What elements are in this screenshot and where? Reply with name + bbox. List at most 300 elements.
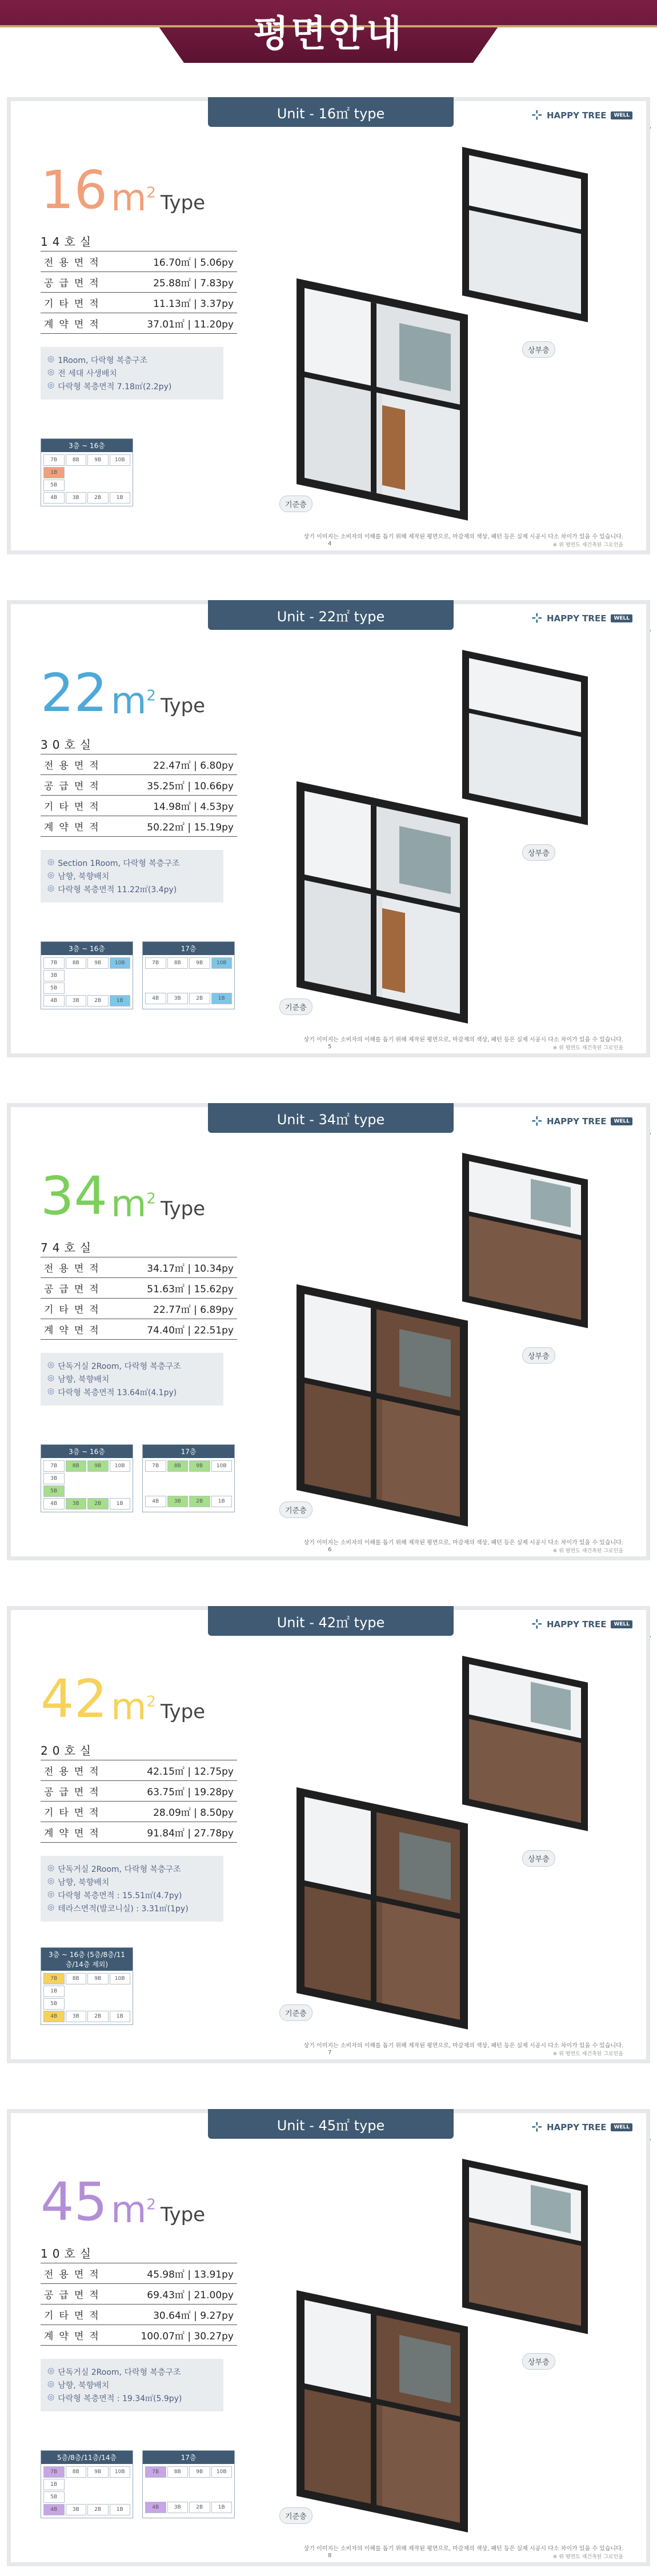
unit-position-cell: 9B [87,1973,109,1984]
type-heading [41,1668,206,1730]
area-label: 공급면적 [41,272,133,293]
bullet-icon: ◎ [47,354,55,364]
area-row [41,1760,237,1781]
upper-floor-label: 상부층 [522,2353,555,2370]
feature-note [47,1876,217,1888]
upper-floor-label: 상부층 [522,1347,555,1364]
unit-position-cell [145,1484,166,1495]
floor-location-maps [41,438,133,506]
floor-range-label: 3층 ~ 16층 [41,942,133,955]
area-label: 기타면적 [41,1299,133,1319]
feature-note-text: 다락형 복층면적 11.22㎡(3.4py) [58,885,177,894]
area-value: 50.22㎡ | 15.19py [133,816,237,837]
floor-plan [274,135,616,532]
floor-location-maps [41,941,235,1009]
unit-position-cell [87,2491,109,2502]
bullet-icon: ◎ [47,381,55,390]
bullet-icon: ◎ [47,1863,55,1872]
area-value: 45.98㎡ | 13.91py [133,2263,237,2284]
area-value: 14.98㎡ | 4.53py [133,796,237,816]
floor-location-maps [41,1947,133,2025]
unit-position-cell: 1B [43,467,65,478]
area-row [41,1802,237,1822]
unit-position-cell [110,1998,131,2008]
unit-type-tab: Unit - 22㎡ type [208,600,454,630]
floor-plan [274,1644,616,2041]
area-value: 42.15㎡ | 12.75py [133,1760,237,1781]
upper-floor-label: 상부층 [522,341,555,358]
unit-position-cell: 7B [145,957,166,969]
household-count: 10호실 [41,2247,96,2261]
area-row [41,2284,237,2305]
disclaimer: 상기 이미지는 소비자의 이해를 돕기 위해 제작된 평면으로, 마감재의 색상, 패턴 등은 실제 시공시 다소 차이가 있을 수 있습니다. [303,2546,623,2552]
area-value: 34.17㎡ | 10.34py [133,1257,237,1278]
feature-notes [41,347,223,400]
unit-position-cell: 2B [87,995,109,1007]
brand-logo [532,1617,633,1631]
type-unit-letter: m [111,1686,147,1728]
bullet-icon: ◎ [47,2379,55,2389]
area-label: 전용면적 [41,754,133,775]
feature-note-text: 남향, 북향배치 [58,1878,110,1887]
brand-badge: WELL [611,2123,632,2131]
unit-position-cell [211,981,233,992]
floor-range-label: 3층 ~ 16층 [41,1445,133,1458]
area-label: 기타면적 [41,796,133,816]
unit-position-cell [167,2490,189,2501]
unit-position-cell [110,1485,131,1496]
unit-position-cell: 8B [167,1460,189,1472]
area-value: 35.25㎡ | 10.66py [133,775,237,796]
unit-position-cell: 7B [43,454,65,466]
unit-position-cell [87,970,109,980]
area-label: 기타면적 [41,293,133,313]
unit-position-cell [110,1473,131,1483]
household-count: 74호실 [41,1241,96,1255]
feature-note-text: 단독거실 2Room, 다락형 복층구조 [58,1362,181,1371]
unit-position-cell [167,970,189,980]
disclaimer-sub: ※ 위 평면도 재건축된 그로인을 [552,2554,623,2560]
floor-location-map [142,941,235,1009]
unit-position-cell [189,1484,210,1495]
area-label: 공급면적 [41,1781,133,1802]
area-value: 22.47㎡ | 6.80py [133,754,237,775]
feature-note [47,2393,217,2404]
area-row [41,754,237,775]
disclaimer-sub: ※ 위 평면도 재건축된 그로인을 [552,1045,623,1051]
feature-note [47,381,217,392]
area-value: 30.64㎡ | 9.27py [133,2305,237,2325]
unit-position-cell: 1B [43,1986,65,1997]
bullet-icon: ◎ [47,884,55,893]
floor-location-map [41,2450,133,2518]
brand-logo [532,1114,633,1128]
type-word: Type [160,694,206,717]
tree-logo-icon: ⊹ [531,1114,542,1128]
upper-floor-label: 상부층 [522,844,555,861]
area-value: 16.70㎡ | 5.06py [133,251,237,272]
unit-position-cell: 3B [167,993,189,1004]
unit-position-cell: 7B [145,1460,166,1472]
unit-position-cell: 7B [43,2466,65,2478]
unit-section-42 [7,1606,650,2063]
area-label: 전용면적 [41,251,133,272]
unit-position-cell: 2B [87,492,109,504]
area-value: 74.40㎡ | 22.51py [133,1319,237,1340]
unit-position-cell: 8B [167,2466,189,2478]
area-table [41,1760,237,1843]
floor-range-label: 5층/8층/11층/14층 [41,2451,133,2464]
feature-note [47,857,217,869]
type-word: Type [160,1197,206,1220]
unit-position-cell: 1B [211,993,233,1004]
area-table [41,1257,237,1340]
area-label: 공급면적 [41,775,133,796]
brand-badge: WELL [611,614,632,622]
feature-note-text: 남향, 북향배치 [58,2381,110,2390]
unit-position-cell [145,981,166,992]
type-number: 22 [41,662,108,724]
unit-position-cell [145,2479,166,2489]
disclaimer-sub: ※ 위 평면도 재건축된 그로인을 [552,542,623,548]
unit-position-cell [189,2479,210,2489]
bullet-icon: ◎ [47,1876,55,1886]
feature-note-text: 다락형 복층면적 13.64㎡(4.1py) [58,1388,177,1397]
unit-position-cell: 10B [211,2466,233,2478]
unit-position-cell [145,2490,166,2501]
area-label: 계약면적 [41,1822,133,1843]
feature-note-text: Section 1Room, 다락형 복층구조 [58,859,180,868]
type-unit [111,1183,156,1225]
unit-position-cell [167,981,189,992]
area-row [41,251,237,272]
feature-notes [41,1856,223,1922]
floor-location-map [41,1444,133,1512]
unit-position-cell: 8B [167,957,189,969]
unit-type-tab: Unit - 16㎡ type [208,97,454,127]
type-unit [111,1686,156,1728]
unit-position-cell [167,1484,189,1495]
unit-position-cell: 10B [211,957,233,969]
bullet-icon: ◎ [47,368,55,377]
area-row [41,1299,237,1319]
unit-position-cell: 2B [87,2011,109,2022]
unit-position-cell: 4B [145,2502,166,2513]
area-label: 계약면적 [41,1319,133,1340]
feature-note-text: 1Room, 다락형 복층구조 [58,356,148,365]
unit-position-cell: 4B [145,1496,166,1507]
area-table [41,754,237,837]
area-row [41,1257,237,1278]
type-unit-letter: m [111,680,147,722]
area-row [41,313,237,334]
unit-position-cell: 9B [189,2466,210,2478]
unit-position-cell: 2B [189,993,210,1004]
brand-badge: WELL [611,1117,632,1125]
feature-note [47,1387,217,1398]
type-unit-letter: m [111,177,147,219]
type-word: Type [160,1700,206,1723]
unit-position-cell: 1B [211,2502,233,2513]
unit-position-cell: 2B [87,1498,109,1509]
area-label: 기타면적 [41,2305,133,2325]
feature-notes [41,2359,223,2411]
feature-note [47,2366,217,2378]
page-number: 8 [328,2553,332,2559]
unit-position-cell [167,1473,189,1483]
unit-position-cell [189,1473,210,1483]
area-value: 37.01㎡ | 11.20py [133,313,237,334]
feature-note [47,870,217,882]
page-number: 7 [328,2050,332,2056]
unit-position-cell: 4B [43,1498,65,1509]
area-table [41,2263,237,2346]
unit-type-tab: Unit - 42㎡ type [208,1606,454,1636]
type-heading [41,1165,206,1227]
unit-position-cell: 10B [110,1973,131,1984]
unit-position-cell: 2B [87,2504,109,2515]
area-value: 100.07㎡ | 30.27py [133,2325,237,2346]
unit-position-cell: 1B [110,995,131,1007]
type-unit-sup: 2 [146,2196,156,2214]
unit-position-cell: 9B [87,1460,109,1472]
page-title: 평면안내 [253,13,404,55]
upper-floor-label: 상부층 [522,1850,555,1867]
type-word: Type [160,2203,206,2226]
feature-note [47,1890,217,1901]
tree-logo-icon: ⊹ [531,2120,542,2134]
unit-position-cell [110,983,131,993]
area-row [41,1781,237,1802]
area-row [41,1822,237,1843]
type-number: 16 [41,159,108,221]
feature-note-text: 단독거실 2Room, 다락형 복층구조 [58,2368,181,2377]
unit-position-cell: 10B [110,454,131,466]
page-number: 4 [328,541,332,547]
area-row [41,816,237,837]
feature-note [47,368,217,379]
lower-floor-label: 기준층 [279,1501,313,1518]
floor-location-map [41,941,133,1009]
unit-position-cell: 9B [87,454,109,466]
floor-plan-illustration [274,2147,616,2542]
unit-position-cell: 3B [66,492,87,504]
unit-position-grid [41,2464,133,2518]
feature-note [47,884,217,895]
unit-position-cell [66,970,87,980]
unit-type-tab: Unit - 45㎡ type [208,2109,454,2139]
brand-name: HAPPY TREE [546,1116,607,1127]
area-table [41,251,237,334]
unit-position-cell: 10B [110,1460,131,1472]
area-value: 91.84㎡ | 27.78py [133,1822,237,1843]
lower-floor-label: 기준층 [279,999,313,1015]
area-value: 51.63㎡ | 15.62py [133,1278,237,1299]
type-unit-letter: m [111,2189,147,2231]
brand-logo [532,108,633,122]
area-row [41,775,237,796]
unit-position-cell: 1B [110,492,131,504]
unit-position-cell [66,983,87,993]
bullet-icon: ◎ [47,857,55,866]
unit-type-tab: Unit - 34㎡ type [208,1103,454,1133]
unit-position-grid [143,2464,234,2515]
floor-range-label: 3층 ~ 16층 (5층/8층/11층/14층 제외) [41,1948,133,1971]
floor-range-label: 17층 [143,2451,234,2464]
bullet-icon: ◎ [47,1387,55,1396]
type-heading [41,2171,206,2232]
feature-note [47,354,217,366]
unit-position-cell: 5B [43,1998,65,2010]
unit-section-45 [7,2109,650,2566]
area-row [41,1319,237,1340]
feature-note [47,2379,217,2391]
feature-notes [41,850,223,902]
unit-position-cell: 4B [43,2504,65,2515]
floor-plan-illustration [274,638,616,1033]
type-unit [111,2189,156,2231]
unit-position-cell [110,467,131,477]
page-number: 5 [328,1044,332,1050]
unit-position-cell [66,1998,87,2008]
unit-position-cell: 3B [43,970,65,981]
floor-plan-illustration [274,1141,616,1536]
unit-position-cell [87,1998,109,2008]
unit-position-cell [87,1485,109,1496]
floor-plan [274,2147,616,2544]
bullet-icon: ◎ [47,2393,55,2402]
unit-position-cell: 5B [43,1485,65,1497]
area-row [41,2305,237,2325]
area-row [41,2325,237,2346]
unit-position-cell [211,2490,233,2501]
unit-position-cell: 1B [211,1496,233,1507]
unit-position-cell: 3B [167,2502,189,2513]
lower-floor-label: 기준층 [279,496,313,512]
unit-position-cell [189,981,210,992]
type-unit-sup: 2 [146,687,156,705]
type-unit-sup: 2 [146,184,156,202]
unit-position-cell: 3B [167,1496,189,1507]
area-label: 전용면적 [41,1760,133,1781]
brand-badge: WELL [611,111,632,119]
feature-note-text: 다락형 복층면적 7.18㎡(2.2py) [58,382,172,392]
feature-note-text: 다락형 복층면적 : 19.34㎡(5.9py) [58,2394,182,2403]
type-heading [41,159,206,221]
unit-position-cell [66,1473,87,1483]
unit-position-cell [87,480,109,490]
floor-plan [274,638,616,1035]
household-count: 30호실 [41,738,96,752]
unit-section-34 [7,1103,650,1560]
area-row [41,796,237,816]
area-label: 기타면적 [41,1802,133,1822]
unit-position-grid [41,955,133,1009]
household-count: 14호실 [41,235,96,249]
unit-position-cell: 4B [43,492,65,504]
area-value: 22.77㎡ | 6.89py [133,1299,237,1319]
unit-section-22 [7,600,650,1057]
area-label: 공급면적 [41,1278,133,1299]
unit-position-cell [66,480,87,490]
type-number: 45 [41,2171,108,2232]
area-value: 63.75㎡ | 19.28py [133,1781,237,1802]
area-value: 69.43㎡ | 21.00py [133,2284,237,2305]
unit-position-cell [211,1484,233,1495]
floor-location-map [142,1444,235,1512]
floor-range-label: 3층 ~ 16층 [41,439,133,452]
unit-position-cell [87,983,109,993]
unit-position-cell: 8B [66,1460,87,1472]
feature-note-text: 남향, 북향배치 [58,872,110,881]
unit-position-cell: 2B [189,1496,210,1507]
unit-position-cell [110,970,131,980]
feature-note-text: 남향, 북향배치 [58,1375,110,1384]
unit-position-cell [66,1485,87,1496]
unit-position-cell: 1B [43,2479,65,2490]
feature-note-text: 테라스면적(발코니실) : 3.31㎡(1py) [58,1904,189,1914]
type-unit-sup: 2 [146,1693,156,1711]
type-number: 34 [41,1165,108,1227]
bullet-icon: ◎ [47,1373,55,1383]
unit-position-cell [211,1473,233,1483]
floor-range-label: 17층 [143,942,234,955]
unit-position-cell: 9B [87,957,109,969]
unit-position-cell: 3B [66,995,87,1007]
unit-position-grid [41,452,133,506]
unit-position-grid [41,1458,133,1512]
floor-plan-illustration [274,1644,616,2039]
area-row [41,1278,237,1299]
bullet-icon: ◎ [47,2366,55,2375]
floor-location-map [41,1947,133,2025]
unit-position-cell [66,2479,87,2489]
unit-position-cell: 9B [189,1460,210,1472]
unit-position-cell: 8B [66,1973,87,1984]
unit-position-cell: 1B [110,2504,131,2515]
unit-position-cell: 4B [43,995,65,1007]
unit-position-cell: 5B [43,2491,65,2503]
bullet-icon: ◎ [47,1890,55,1899]
feature-note-text: 전 세대 사생배치 [58,369,117,378]
area-row [41,272,237,293]
feature-note-text: 다락형 복층면적 : 15.51㎡(4.7py) [58,1891,182,1900]
disclaimer: 상기 이미지는 소비자의 이해를 돕기 위해 제작된 평면으로, 마감재의 색상, 패턴 등은 실제 시공시 다소 차이가 있을 수 있습니다. [303,534,623,540]
type-unit [111,177,156,219]
unit-position-cell [211,970,233,980]
area-value: 28.09㎡ | 8.50py [133,1802,237,1822]
unit-position-cell: 5B [43,480,65,491]
disclaimer: 상기 이미지는 소비자의 이해를 돕기 위해 제작된 평면으로, 마감재의 색상, 패턴 등은 실제 시공시 다소 차이가 있을 수 있습니다. [303,1037,623,1043]
tree-logo-icon: ⊹ [531,108,542,122]
page-header [0,0,657,63]
area-value: 25.88㎡ | 7.83py [133,272,237,293]
area-label: 공급면적 [41,2284,133,2305]
brand-logo [532,2120,633,2134]
unit-position-cell: 7B [43,957,65,969]
unit-position-cell: 10B [110,2466,131,2478]
unit-position-cell: 8B [66,454,87,466]
unit-position-cell: 10B [110,957,131,969]
unit-position-cell [87,1986,109,1996]
unit-position-cell [87,1473,109,1483]
bullet-icon: ◎ [47,870,55,880]
disclaimer-sub: ※ 위 평면도 재건축된 그로인을 [552,1548,623,1554]
unit-position-cell: 5B [43,983,65,994]
unit-position-cell [145,970,166,980]
type-unit [111,680,156,722]
unit-position-cell: 3B [66,2504,87,2515]
